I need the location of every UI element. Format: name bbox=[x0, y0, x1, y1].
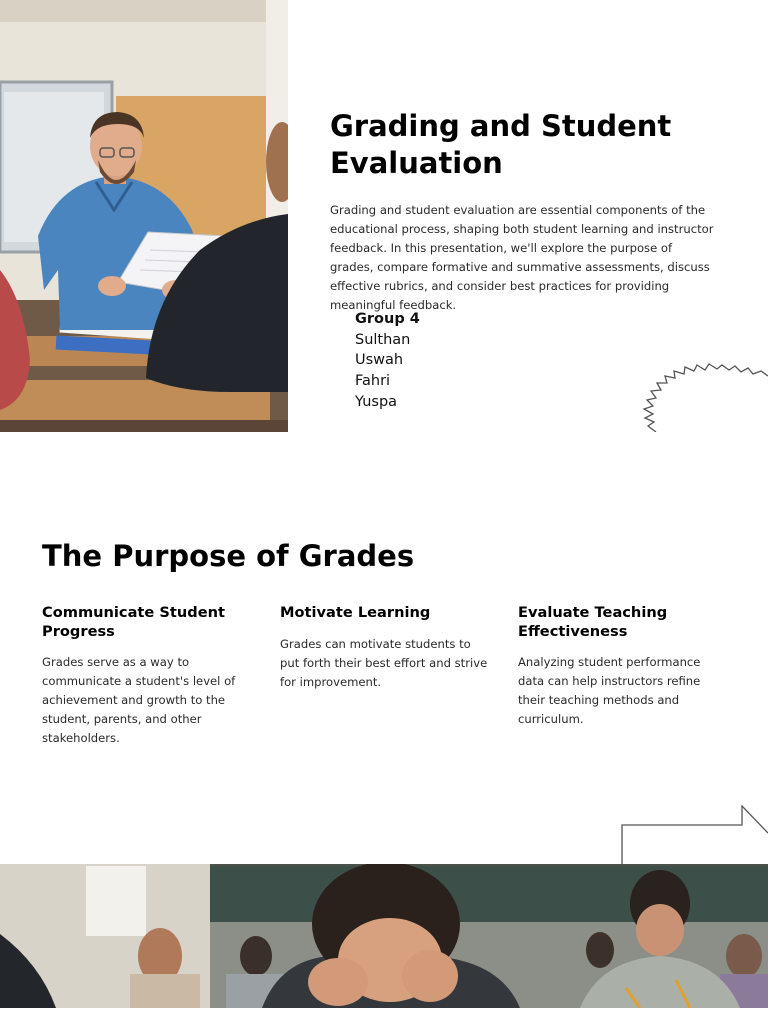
group-member: Fahri bbox=[355, 373, 391, 390]
teacher-photo-illustration bbox=[0, 0, 288, 432]
card-body: Analyzing student performance data can help instructors refine their teaching methods and curriculum. bbox=[518, 655, 701, 726]
sunburst-decoration bbox=[640, 362, 768, 432]
students-exam-photo bbox=[0, 864, 768, 1008]
teacher-classroom-photo bbox=[0, 0, 288, 432]
card-body: Grades serve as a way to communicate a student's level of achievement and growth to the student, parents, and other stakeholders. bbox=[42, 655, 236, 745]
card-body: Grades can motivate students to put forth their best effort and strive for improvement. bbox=[280, 636, 488, 689]
card-communicate-progress bbox=[42, 604, 254, 748]
card-heading: Communicate Student Progress bbox=[42, 604, 225, 640]
card-evaluate-teaching bbox=[518, 604, 730, 729]
group-title: Group 4 bbox=[355, 311, 420, 327]
section-title: The Purpose of Grades bbox=[42, 539, 415, 573]
card-motivate-learning bbox=[280, 604, 492, 692]
arrow-decoration bbox=[621, 805, 768, 864]
group-member: Yuspa bbox=[355, 393, 398, 410]
slide-purpose-of-grades bbox=[0, 432, 768, 864]
slide-title bbox=[0, 0, 768, 432]
group-members-list bbox=[355, 309, 420, 413]
group-member: Uswah bbox=[355, 352, 404, 369]
presentation-title: Grading and Student Evaluation bbox=[330, 109, 672, 180]
card-heading: Motivate Learning bbox=[280, 604, 431, 621]
students-photo-illustration bbox=[0, 864, 768, 1008]
card-heading: Evaluate Teaching Effectiveness bbox=[518, 604, 668, 640]
group-member: Sulthan bbox=[355, 331, 411, 348]
intro-paragraph: Grading and student evaluation are essential components of the educational process, shaping both student learning and instructor feedback. In this presentation, we'll explore the purpose of grades, compare formative and summative assessments, discuss effective rubrics, and consider best practices for providing meaningful feedback. bbox=[330, 203, 714, 312]
